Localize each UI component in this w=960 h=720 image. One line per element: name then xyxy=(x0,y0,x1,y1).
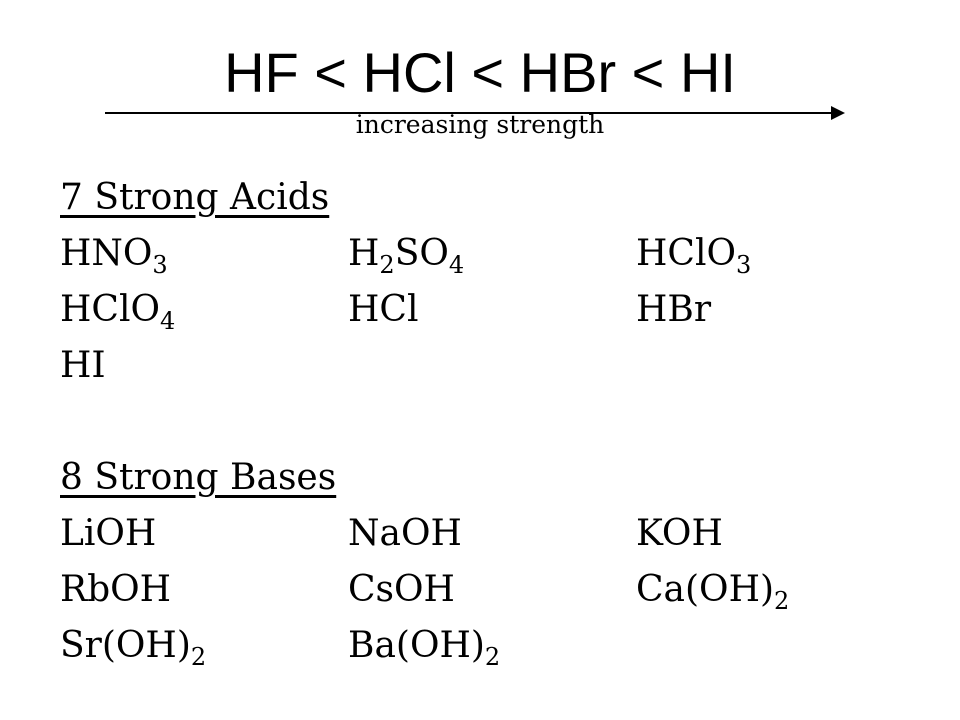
formula-subscript: 3 xyxy=(152,251,168,279)
base-formula xyxy=(348,568,455,612)
formula-text: HBr xyxy=(636,289,712,330)
bases-heading: 8 Strong Bases xyxy=(60,457,337,498)
acid-formula xyxy=(348,232,465,279)
base-row xyxy=(60,568,900,624)
formula-text: HCl xyxy=(348,289,419,330)
formula-text: Sr(OH) xyxy=(60,625,191,666)
formula-text: HI xyxy=(60,345,106,386)
formula-subscript: 2 xyxy=(190,643,207,671)
acid-formula xyxy=(60,344,106,388)
formula-subscript: 4 xyxy=(448,251,465,279)
formula-subscript: 2 xyxy=(484,643,501,671)
formula-text: HClO xyxy=(636,233,736,274)
acid-formula xyxy=(348,288,418,332)
base-formula xyxy=(60,624,207,671)
page-title: HF < HCl < HBr < HI xyxy=(224,41,736,104)
formula-text: Ba(OH) xyxy=(348,625,485,666)
acids-heading: 7 Strong Acids xyxy=(60,177,330,218)
acid-formula xyxy=(60,288,176,335)
acid-row xyxy=(60,344,900,400)
base-formula xyxy=(348,512,462,556)
formula-subscript: 2 xyxy=(774,587,790,615)
formula-text: LiOH xyxy=(60,513,157,554)
base-row xyxy=(60,624,900,680)
formula-text: CsOH xyxy=(348,569,455,610)
base-row xyxy=(60,512,900,568)
base-formula xyxy=(60,512,156,556)
acid-formula xyxy=(60,232,168,279)
formula-text: RbOH xyxy=(60,569,172,610)
formula-text: HNO xyxy=(60,233,153,274)
formula-subscript: 3 xyxy=(735,251,752,279)
formula-text: H xyxy=(348,233,380,274)
base-formula xyxy=(60,568,171,612)
acid-formula xyxy=(636,288,711,332)
base-formula xyxy=(636,512,723,556)
formula-subscript: 2 xyxy=(379,251,395,279)
acid-row xyxy=(60,288,900,344)
formula-text: KOH xyxy=(636,513,723,554)
acid-formula xyxy=(636,232,752,279)
base-formula xyxy=(636,568,790,615)
formula-text: SO xyxy=(394,233,449,274)
subtitle: increasing strength xyxy=(355,110,605,139)
formula-text: Ca(OH) xyxy=(636,569,775,610)
acid-row xyxy=(60,232,900,288)
base-formula xyxy=(348,624,501,671)
formula-text: NaOH xyxy=(348,513,462,554)
formula-subscript: 4 xyxy=(159,307,176,335)
formula-text: HClO xyxy=(60,289,160,330)
